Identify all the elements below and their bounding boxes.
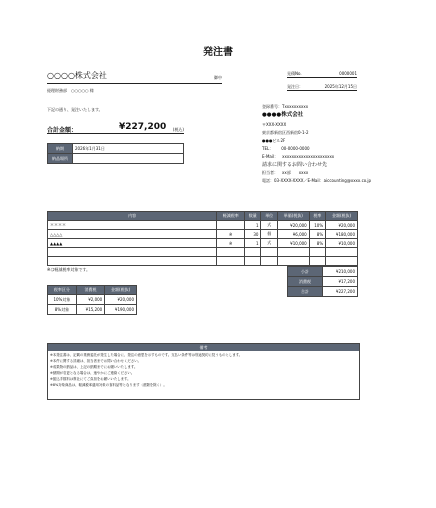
item-name xyxy=(48,257,217,266)
item-name xyxy=(48,248,217,257)
tax-category: 10%対象 xyxy=(48,295,77,305)
remark-line: ※本発注書は、記載の業務委託が発生した場合に、発注の意思を示すものです。支払い条件等は別途契約に従うものとします。 xyxy=(50,353,243,357)
col-header: 消費税 xyxy=(76,286,104,295)
date-row xyxy=(287,84,357,91)
issuer-contact-title: 請求に関するお問い合わせ先 xyxy=(262,162,328,168)
issuer-building: ●●●ビル2F xyxy=(262,138,286,143)
recipient-dept: 経理財務部 ○○○○○ 様 xyxy=(47,88,94,93)
remark-line: ※納期が変更となる場合は、速やかにご連絡ください。 xyxy=(50,371,135,375)
item-price: ¥20,000 xyxy=(277,221,309,230)
col-header: 金額(税抜) xyxy=(105,286,137,295)
item-price: ¥6,000 xyxy=(277,230,309,239)
remarks-header: 備考 xyxy=(48,344,359,351)
col-header: 単位 xyxy=(261,212,277,221)
item-qty xyxy=(245,257,261,266)
summary-row xyxy=(288,277,358,287)
table-row xyxy=(48,230,358,239)
col-header: 内容 xyxy=(48,212,217,221)
item-rate: 8% xyxy=(309,239,325,248)
item-name: △△△△ xyxy=(48,230,217,239)
table-row xyxy=(48,305,137,315)
item-price: ¥10,000 xyxy=(277,239,309,248)
remark-line: ※8%対象商品は、軽減税率適用対象の食料品等となります（酒類を除く）。 xyxy=(50,383,167,387)
tax-amount: ¥2,000 xyxy=(76,295,104,305)
recipient-company: ○○○○株式会社 xyxy=(47,71,107,80)
item-rate: 10% xyxy=(309,221,325,230)
summary-value: ¥227,200 xyxy=(323,287,358,297)
item-qty: 30 xyxy=(245,230,261,239)
item-reduced: ※ xyxy=(217,239,245,248)
number-row xyxy=(287,71,357,78)
item-amount: ¥20,000 xyxy=(326,221,358,230)
item-reduced xyxy=(217,248,245,257)
item-rate xyxy=(309,257,325,266)
col-header: 税率区分 xyxy=(48,286,77,295)
item-price xyxy=(277,257,309,266)
remark-line: ※振込手数料は貴社にてご負担をお願いいたします。 xyxy=(50,377,131,381)
table-row xyxy=(48,257,358,266)
item-name: ＊＊＊＊ xyxy=(48,221,217,230)
recipient-block xyxy=(47,71,222,84)
delivery-place xyxy=(73,154,184,164)
summary-table xyxy=(287,266,358,297)
item-price xyxy=(277,248,309,257)
issuer-tel: TEL： 00-0000-0000 xyxy=(262,146,310,151)
issuer-company: ●●●●株式会社 xyxy=(262,112,304,118)
page-title: 発注書 xyxy=(203,47,233,58)
total-label: 合計金額： xyxy=(47,127,78,134)
item-rate xyxy=(309,248,325,257)
item-unit: 式 xyxy=(261,221,277,230)
delivery-date: 2026年1月31日 xyxy=(73,144,184,154)
summary-label: 消費税 xyxy=(288,277,323,287)
date-value: 2025年12月15日 xyxy=(324,84,357,89)
delivery-table xyxy=(47,143,184,164)
item-qty xyxy=(245,248,261,257)
item-name: ▲▲▲▲ xyxy=(48,239,217,248)
delivery-place-label: 納品場所 xyxy=(48,154,73,164)
item-amount: ¥10,000 xyxy=(326,239,358,248)
items-table xyxy=(47,211,358,266)
number-label: 見積No. xyxy=(287,71,302,76)
issuer-contact: 電話：03-XXXX-XXXX／E-Mail：aiccounting@xxxx.co.jp xyxy=(262,178,372,183)
item-qty: 1 xyxy=(245,239,261,248)
item-qty: 1 xyxy=(245,221,261,230)
summary-row xyxy=(288,287,358,297)
item-unit: 式 xyxy=(261,239,277,248)
issuer-person: 担当者： xx部 xxxx xyxy=(262,170,309,175)
meta-block xyxy=(287,71,357,91)
issuer-block xyxy=(262,104,412,185)
tax-header-row xyxy=(48,286,137,295)
item-amount xyxy=(326,257,358,266)
table-row xyxy=(48,295,137,305)
tax-breakdown-table xyxy=(47,285,137,315)
col-header: 数量 xyxy=(245,212,261,221)
remark-line: ※成果物の納品は、上記の納期までにお願いいたします。 xyxy=(50,365,138,369)
issuer-address: 東京都新宿区西新宿0-1-2 xyxy=(262,130,309,135)
summary-value: ¥17,200 xyxy=(323,277,358,287)
tax-category: 8%対象 xyxy=(48,305,77,315)
issuer-zip: 〒XXX-XXXX xyxy=(262,122,287,127)
col-header: 税率 xyxy=(309,212,325,221)
issuer-email: E-Mail： xxxxxxxxxxxxxxxxxxxxxx xyxy=(262,154,335,159)
table-row xyxy=(48,239,358,248)
col-header: 軽減税率 xyxy=(217,212,245,221)
total-block xyxy=(47,122,184,134)
col-header: 単価(税抜) xyxy=(277,212,309,221)
tax-base: ¥190,000 xyxy=(105,305,137,315)
total-amount: ¥227,200 xyxy=(119,122,167,132)
col-header: 金額(税抜) xyxy=(326,212,358,221)
recipient-honorific: 御中 xyxy=(214,75,222,80)
item-unit: 個 xyxy=(261,230,277,239)
item-reduced xyxy=(217,257,245,266)
table-row xyxy=(48,221,358,230)
item-reduced: ※ xyxy=(217,230,245,239)
remark-line: ※本件に関する詳細は、担当者までお問い合わせください。 xyxy=(50,359,141,363)
issuer-reg: 登録番号：Txxxxxxxxxx xyxy=(262,104,309,109)
summary-row xyxy=(288,267,358,277)
summary-label: 小計 xyxy=(288,267,323,277)
table-row xyxy=(48,248,358,257)
summary-label: 合計 xyxy=(288,287,323,297)
tax-base: ¥20,000 xyxy=(105,295,137,305)
item-unit xyxy=(261,248,277,257)
reduced-tax-note: ※は軽減税率対象です。 xyxy=(47,267,91,272)
total-note: (税込) xyxy=(172,127,184,132)
item-reduced xyxy=(217,221,245,230)
date-label: 発注日： xyxy=(287,84,303,89)
items-header-row xyxy=(48,212,358,221)
tax-amount: ¥15,200 xyxy=(76,305,104,315)
item-amount xyxy=(326,248,358,257)
summary-value: ¥210,000 xyxy=(323,267,358,277)
item-unit xyxy=(261,257,277,266)
delivery-date-label: 納期 xyxy=(48,144,73,154)
remarks-box xyxy=(47,343,360,400)
item-rate: 8% xyxy=(309,230,325,239)
item-amount: ¥180,000 xyxy=(326,230,358,239)
intro-text: 下記の通り、発注いたします。 xyxy=(47,107,103,112)
number-value: 0000001 xyxy=(339,71,357,76)
